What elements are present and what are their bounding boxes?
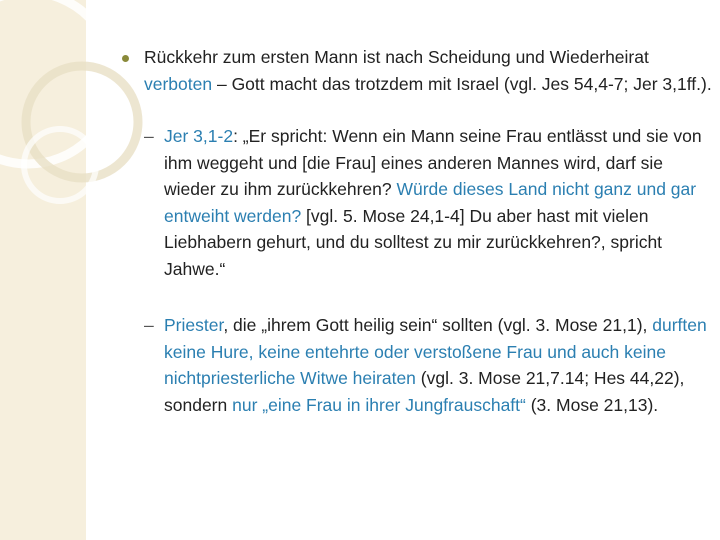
bullet-dot-icon — [122, 55, 129, 62]
bullet-highlight-verboten: verboten — [144, 73, 213, 94]
dash-icon: – — [144, 315, 154, 335]
sub-bullet-priester — [144, 312, 716, 418]
sub-priester-highlight-b: durften keine Hure, keine entehrte oder verstoßene Frau und auch keine nichtpriesterliche Witwe heiraten — [164, 315, 707, 388]
sub-priester-text-c: (3. Mose 21,13). — [525, 394, 659, 415]
sub-priester-text-b: (vgl. 3. Mose 21,7.14; Hes 44,22), sondern — [164, 368, 685, 415]
sub-bullet-jer — [144, 123, 716, 282]
slide-content — [120, 44, 716, 448]
sub-jer-text-b: [vgl. 5. Mose 24,1-4] Du aber hast mit vielen Liebhabern gehurt, und du solltest zu mir zurückkehren?, spricht Jahwe.“ — [164, 205, 663, 279]
dash-icon: – — [144, 126, 154, 146]
bullet-text-a: Rückkehr zum ersten Mann ist nach Scheidung und Wiederheirat — [144, 47, 649, 67]
deco-ring-large — [0, 0, 114, 164]
sub-jer-text-a: : „Er spricht: Wenn ein Mann seine Frau entlässt und sie von ihm weggeht und [die Frau] eines anderen Mannes wird, darf sie wieder zu ihm zurückkehren? — [164, 126, 702, 199]
sub-jer-ref: Jer 3,1-2 — [164, 126, 234, 146]
sub-jer-highlight: Würde dieses Land nicht ganz und gar entweiht werden? — [164, 179, 697, 226]
sub-bullet-list — [120, 123, 716, 418]
sub-priester-label: Priester — [164, 315, 224, 335]
bullet-text-b: – Gott macht das trotzdem mit Israel (vgl. Jes 54,4-7; Jer 3,1ff.). — [212, 73, 712, 94]
sub-priester-text-a: , die „ihrem Gott heilig sein“ sollten (vgl. 3. Mose 21,1), — [223, 315, 653, 335]
sub-priester-highlight-c: nur „eine Frau in ihrer Jungfrauschaft“ — [232, 394, 526, 415]
main-bullet — [120, 44, 716, 97]
